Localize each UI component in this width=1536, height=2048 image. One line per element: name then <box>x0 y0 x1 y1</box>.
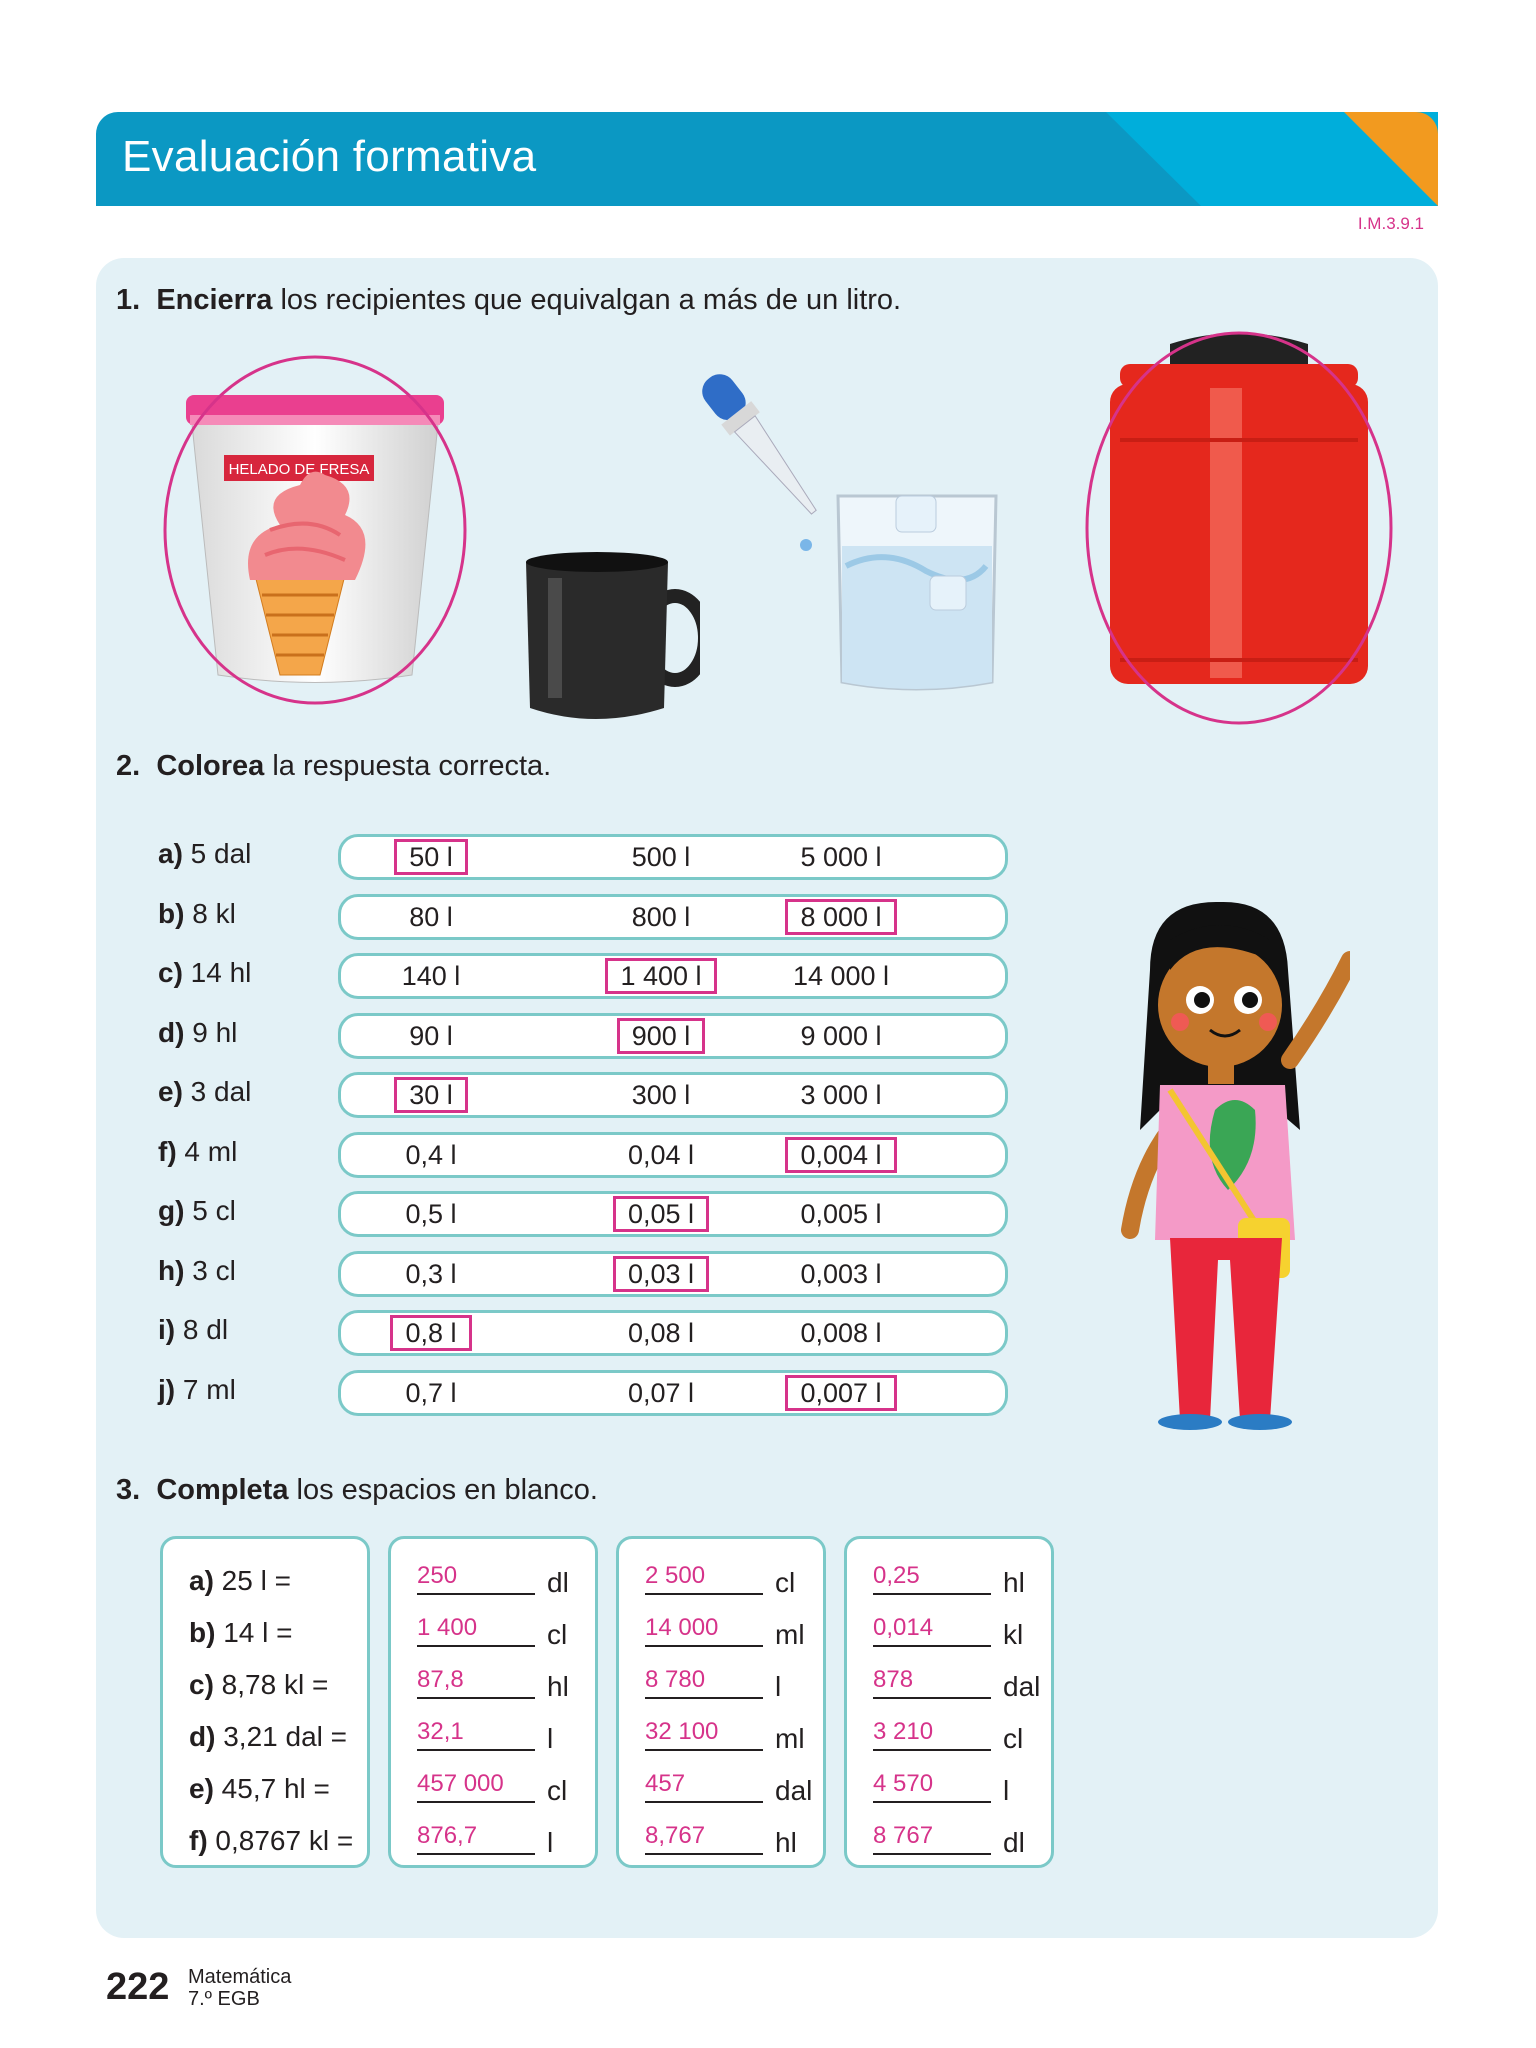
q3-unit: hl <box>1003 1567 1025 1598</box>
q3-answer-field[interactable]: 3 210 <box>873 1719 991 1751</box>
q2-option[interactable] <box>331 1194 531 1234</box>
q2-option-text: 0,4 l <box>405 1140 457 1170</box>
q2-row-quantity: 9 hl <box>184 1017 238 1048</box>
q3-answer-field[interactable]: 14 000 <box>645 1615 763 1647</box>
q3-answer-field[interactable]: 0,25 <box>873 1563 991 1595</box>
q2-row-letter: b) <box>158 898 185 929</box>
q3-row-expression: 3,21 dal = <box>215 1721 347 1752</box>
ice-cream-tub-icon[interactable] <box>150 355 480 725</box>
q2-row-label <box>158 838 251 870</box>
q3-row-letter: b) <box>189 1617 216 1648</box>
q3-answer-field[interactable]: 876,7 <box>417 1823 535 1855</box>
q3-row-label <box>189 1721 347 1753</box>
q3-row-letter: a) <box>189 1565 214 1596</box>
q2-option-text: 0,5 l <box>405 1199 457 1229</box>
q2-row-label <box>158 898 236 930</box>
q3-answer-field[interactable]: 0,014 <box>873 1615 991 1647</box>
q3-answers-box-2 <box>616 1536 826 1868</box>
q2-option-text: 0,005 l <box>800 1199 882 1229</box>
q2-option-text: 0,003 l <box>800 1259 882 1289</box>
q3-answer-field[interactable]: 4 570 <box>873 1771 991 1803</box>
q3-labels-box <box>160 1536 370 1868</box>
q2-option[interactable] <box>741 897 941 937</box>
q2-row-letter: c) <box>158 957 183 988</box>
q2-option[interactable] <box>741 837 941 877</box>
q2-option-text: 0,07 l <box>627 1378 695 1408</box>
q2-option-text: 50 l <box>394 839 468 875</box>
indicator-code: I.M.3.9.1 <box>1357 214 1424 233</box>
q2-option[interactable] <box>331 1313 531 1353</box>
question-2 <box>116 750 551 783</box>
q3-answer-field[interactable]: 2 500 <box>645 1563 763 1595</box>
q3-answer-field[interactable]: 32 100 <box>645 1719 763 1751</box>
q2-row-letter: d) <box>158 1017 185 1048</box>
q2-option-text: 0,03 l <box>613 1256 709 1292</box>
dropper-icon[interactable] <box>700 370 830 560</box>
q3-unit: cl <box>775 1567 796 1598</box>
q2-answer-pill <box>338 1191 1008 1237</box>
q3-row-letter: e) <box>189 1773 214 1804</box>
q2-option-text: 1 400 l <box>605 958 716 994</box>
q3-unit: cl <box>547 1775 568 1806</box>
q2-option-text: 800 l <box>631 902 691 932</box>
q2-row-letter: a) <box>158 838 183 869</box>
q3-unit: dal <box>1003 1671 1041 1702</box>
q2-option-text: 0,3 l <box>405 1259 457 1289</box>
q3-row-expression: 14 l = <box>215 1617 293 1648</box>
q2-answer-pill <box>338 953 1008 999</box>
question-1 <box>116 284 901 317</box>
q3-answer-field[interactable]: 878 <box>873 1667 991 1699</box>
beaker-icon[interactable] <box>826 486 1006 696</box>
q2-option-text: 0,008 l <box>800 1318 882 1348</box>
q3-row-expression: 0,8767 kl = <box>207 1825 354 1856</box>
q3-row-expression: 25 l = <box>213 1565 291 1596</box>
q2-row-quantity: 3 cl <box>184 1255 236 1286</box>
q2-option[interactable] <box>561 1313 761 1353</box>
q2-row-quantity: 5 dal <box>182 838 252 869</box>
q3-answer-field[interactable]: 1 400 <box>417 1615 535 1647</box>
q3-unit: dl <box>547 1567 569 1598</box>
q3-answer-field[interactable]: 87,8 <box>417 1667 535 1699</box>
q2-row-label <box>158 1255 236 1287</box>
q2-option-text: 0,7 l <box>405 1378 457 1408</box>
q2-row-label <box>158 1136 237 1168</box>
q2-option[interactable] <box>741 1135 941 1175</box>
q2-option-text: 0,08 l <box>627 1318 695 1348</box>
q2-row-quantity: 8 dl <box>175 1314 229 1345</box>
q3-text: los espacios en blanco. <box>288 1474 598 1506</box>
q3-answer-field[interactable]: 457 <box>645 1771 763 1803</box>
girl-illustration-icon <box>1110 900 1350 1430</box>
q3-unit: kl <box>1003 1619 1024 1650</box>
q2-option[interactable] <box>741 1254 941 1294</box>
q2-option[interactable] <box>561 837 761 877</box>
q3-unit: cl <box>547 1619 568 1650</box>
q2-option[interactable] <box>331 1373 531 1413</box>
q2-option-text: 90 l <box>409 1021 453 1051</box>
q3-row-label <box>189 1669 328 1701</box>
q1-text: los recipientes que equivalgan a más de un litro. <box>272 284 902 316</box>
q2-option[interactable] <box>331 956 531 996</box>
q2-option-text: 500 l <box>631 842 691 872</box>
q2-option[interactable] <box>331 897 531 937</box>
question-3 <box>116 1474 598 1507</box>
q2-row-quantity: 7 ml <box>175 1374 236 1405</box>
q3-row-letter: f) <box>189 1825 208 1856</box>
q2-answer-pill <box>338 1013 1008 1059</box>
q2-row-label <box>158 1374 236 1406</box>
q2-option[interactable] <box>741 1194 941 1234</box>
q2-option[interactable] <box>741 956 941 996</box>
q1-verb: Encierra <box>156 284 273 316</box>
subject-info <box>188 1966 291 2010</box>
q2-row-letter: j) <box>158 1374 176 1405</box>
q3-answer-field[interactable]: 250 <box>417 1563 535 1595</box>
q2-option[interactable] <box>741 1373 941 1413</box>
q2-option[interactable] <box>741 1313 941 1353</box>
q2-row-letter: e) <box>158 1076 183 1107</box>
q3-row-expression: 45,7 hl = <box>213 1773 330 1804</box>
q2-option[interactable] <box>741 1075 941 1115</box>
q2-option-text: 9 000 l <box>800 1021 882 1051</box>
q2-answer-pill <box>338 894 1008 940</box>
subject-name: Matemática <box>188 1966 292 1988</box>
q2-option-text: 8 000 l <box>785 899 896 935</box>
header-band <box>96 112 1438 206</box>
q2-option-text: 140 l <box>401 961 461 991</box>
q3-unit: l <box>547 1827 554 1858</box>
q2-row-label <box>158 1195 236 1227</box>
q2-row-quantity: 5 cl <box>184 1195 236 1226</box>
q2-option[interactable] <box>331 1016 531 1056</box>
q2-row-quantity: 14 hl <box>182 957 252 988</box>
q2-option[interactable] <box>561 1254 761 1294</box>
q2-option[interactable] <box>561 956 761 996</box>
q3-unit: cl <box>1003 1723 1024 1754</box>
q3-answer-field[interactable]: 32,1 <box>417 1719 535 1751</box>
q3-unit: dl <box>1003 1827 1025 1858</box>
q3-row-label <box>189 1773 330 1805</box>
q2-row-quantity: 3 dal <box>182 1076 252 1107</box>
q3-unit: l <box>547 1723 554 1754</box>
q3-number: 3. <box>116 1474 141 1506</box>
q3-unit: hl <box>775 1827 797 1858</box>
q2-option-text: 0,04 l <box>627 1140 695 1170</box>
q2-option[interactable] <box>561 1135 761 1175</box>
q2-answer-pill <box>338 1072 1008 1118</box>
q2-answer-pill <box>338 1370 1008 1416</box>
q3-row-letter: c) <box>189 1669 214 1700</box>
q2-option-text: 900 l <box>617 1018 706 1054</box>
q2-row-letter: g) <box>158 1195 185 1226</box>
q3-row-expression: 8,78 kl = <box>213 1669 329 1700</box>
q2-option-text: 80 l <box>409 902 453 932</box>
q2-option-text: 30 l <box>394 1077 468 1113</box>
q2-option[interactable] <box>741 1016 941 1056</box>
q2-option[interactable] <box>561 1373 761 1413</box>
q3-unit: l <box>775 1671 782 1702</box>
q2-row-letter: f) <box>158 1136 177 1167</box>
q2-row-quantity: 8 kl <box>184 898 236 929</box>
q3-answer-field[interactable]: 457 000 <box>417 1771 535 1803</box>
q2-option[interactable] <box>331 1254 531 1294</box>
q2-option[interactable] <box>331 1135 531 1175</box>
mug-icon[interactable] <box>520 548 700 728</box>
q2-option-text: 0,007 l <box>785 1375 896 1411</box>
tub-label: HELADO DE FRESA <box>228 461 370 478</box>
q2-option[interactable] <box>561 1194 761 1234</box>
dua-subtitle: Acción y expresión <box>1118 52 1358 82</box>
q3-answer-field[interactable]: 8 780 <box>645 1667 763 1699</box>
q2-option-text: 0,05 l <box>613 1196 709 1232</box>
q3-verb: Completa <box>156 1474 289 1506</box>
q2-option-text: 14 000 l <box>792 961 890 991</box>
q2-option[interactable] <box>561 1016 761 1056</box>
q2-option-text: 3 000 l <box>800 1080 882 1110</box>
q3-answer-field[interactable]: 8,767 <box>645 1823 763 1855</box>
q3-answers-box-3 <box>844 1536 1054 1868</box>
q2-answer-pill <box>338 1310 1008 1356</box>
q2-row-label <box>158 1017 237 1049</box>
q2-row-label <box>158 1076 251 1108</box>
q2-verb: Colorea <box>156 750 265 782</box>
grade-name: 7.º EGB <box>188 1988 260 2010</box>
q3-row-label <box>189 1565 291 1597</box>
dua-title: DUA <box>1205 14 1271 47</box>
q2-answer-pill <box>338 1251 1008 1297</box>
q3-unit: ml <box>775 1723 805 1754</box>
water-tank-icon[interactable] <box>1080 318 1398 728</box>
q2-option[interactable] <box>331 1075 531 1115</box>
q2-answer-pill <box>338 834 1008 880</box>
q2-option-text: 5 000 l <box>800 842 882 872</box>
q3-answers-box-1 <box>388 1536 598 1868</box>
q2-row-quantity: 4 ml <box>176 1136 238 1167</box>
q2-row-label <box>158 1314 228 1346</box>
q2-option[interactable] <box>561 897 761 937</box>
q2-row-label <box>158 957 251 989</box>
page-number: 222 <box>106 1966 170 2008</box>
q2-option-text: 0,8 l <box>390 1315 471 1351</box>
q3-answer-field[interactable]: 8 767 <box>873 1823 991 1855</box>
q2-option-text: 0,004 l <box>785 1137 896 1173</box>
page-title: Evaluación formativa <box>122 132 537 181</box>
q3-row-label <box>189 1617 293 1649</box>
q1-number: 1. <box>116 284 141 316</box>
q2-option[interactable] <box>331 837 531 877</box>
q2-row-letter: h) <box>158 1255 185 1286</box>
q3-row-label <box>189 1825 353 1857</box>
q2-option[interactable] <box>561 1075 761 1115</box>
q2-number: 2. <box>116 750 141 782</box>
q3-row-letter: d) <box>189 1721 216 1752</box>
q3-unit: l <box>1003 1775 1010 1806</box>
q3-unit: dal <box>775 1775 813 1806</box>
q2-row-letter: i) <box>158 1314 176 1345</box>
q2-text: la respuesta correcta. <box>264 750 552 782</box>
q2-option-text: 300 l <box>631 1080 691 1110</box>
q2-answer-pill <box>338 1132 1008 1178</box>
q3-unit: hl <box>547 1671 569 1702</box>
q3-unit: ml <box>775 1619 805 1650</box>
